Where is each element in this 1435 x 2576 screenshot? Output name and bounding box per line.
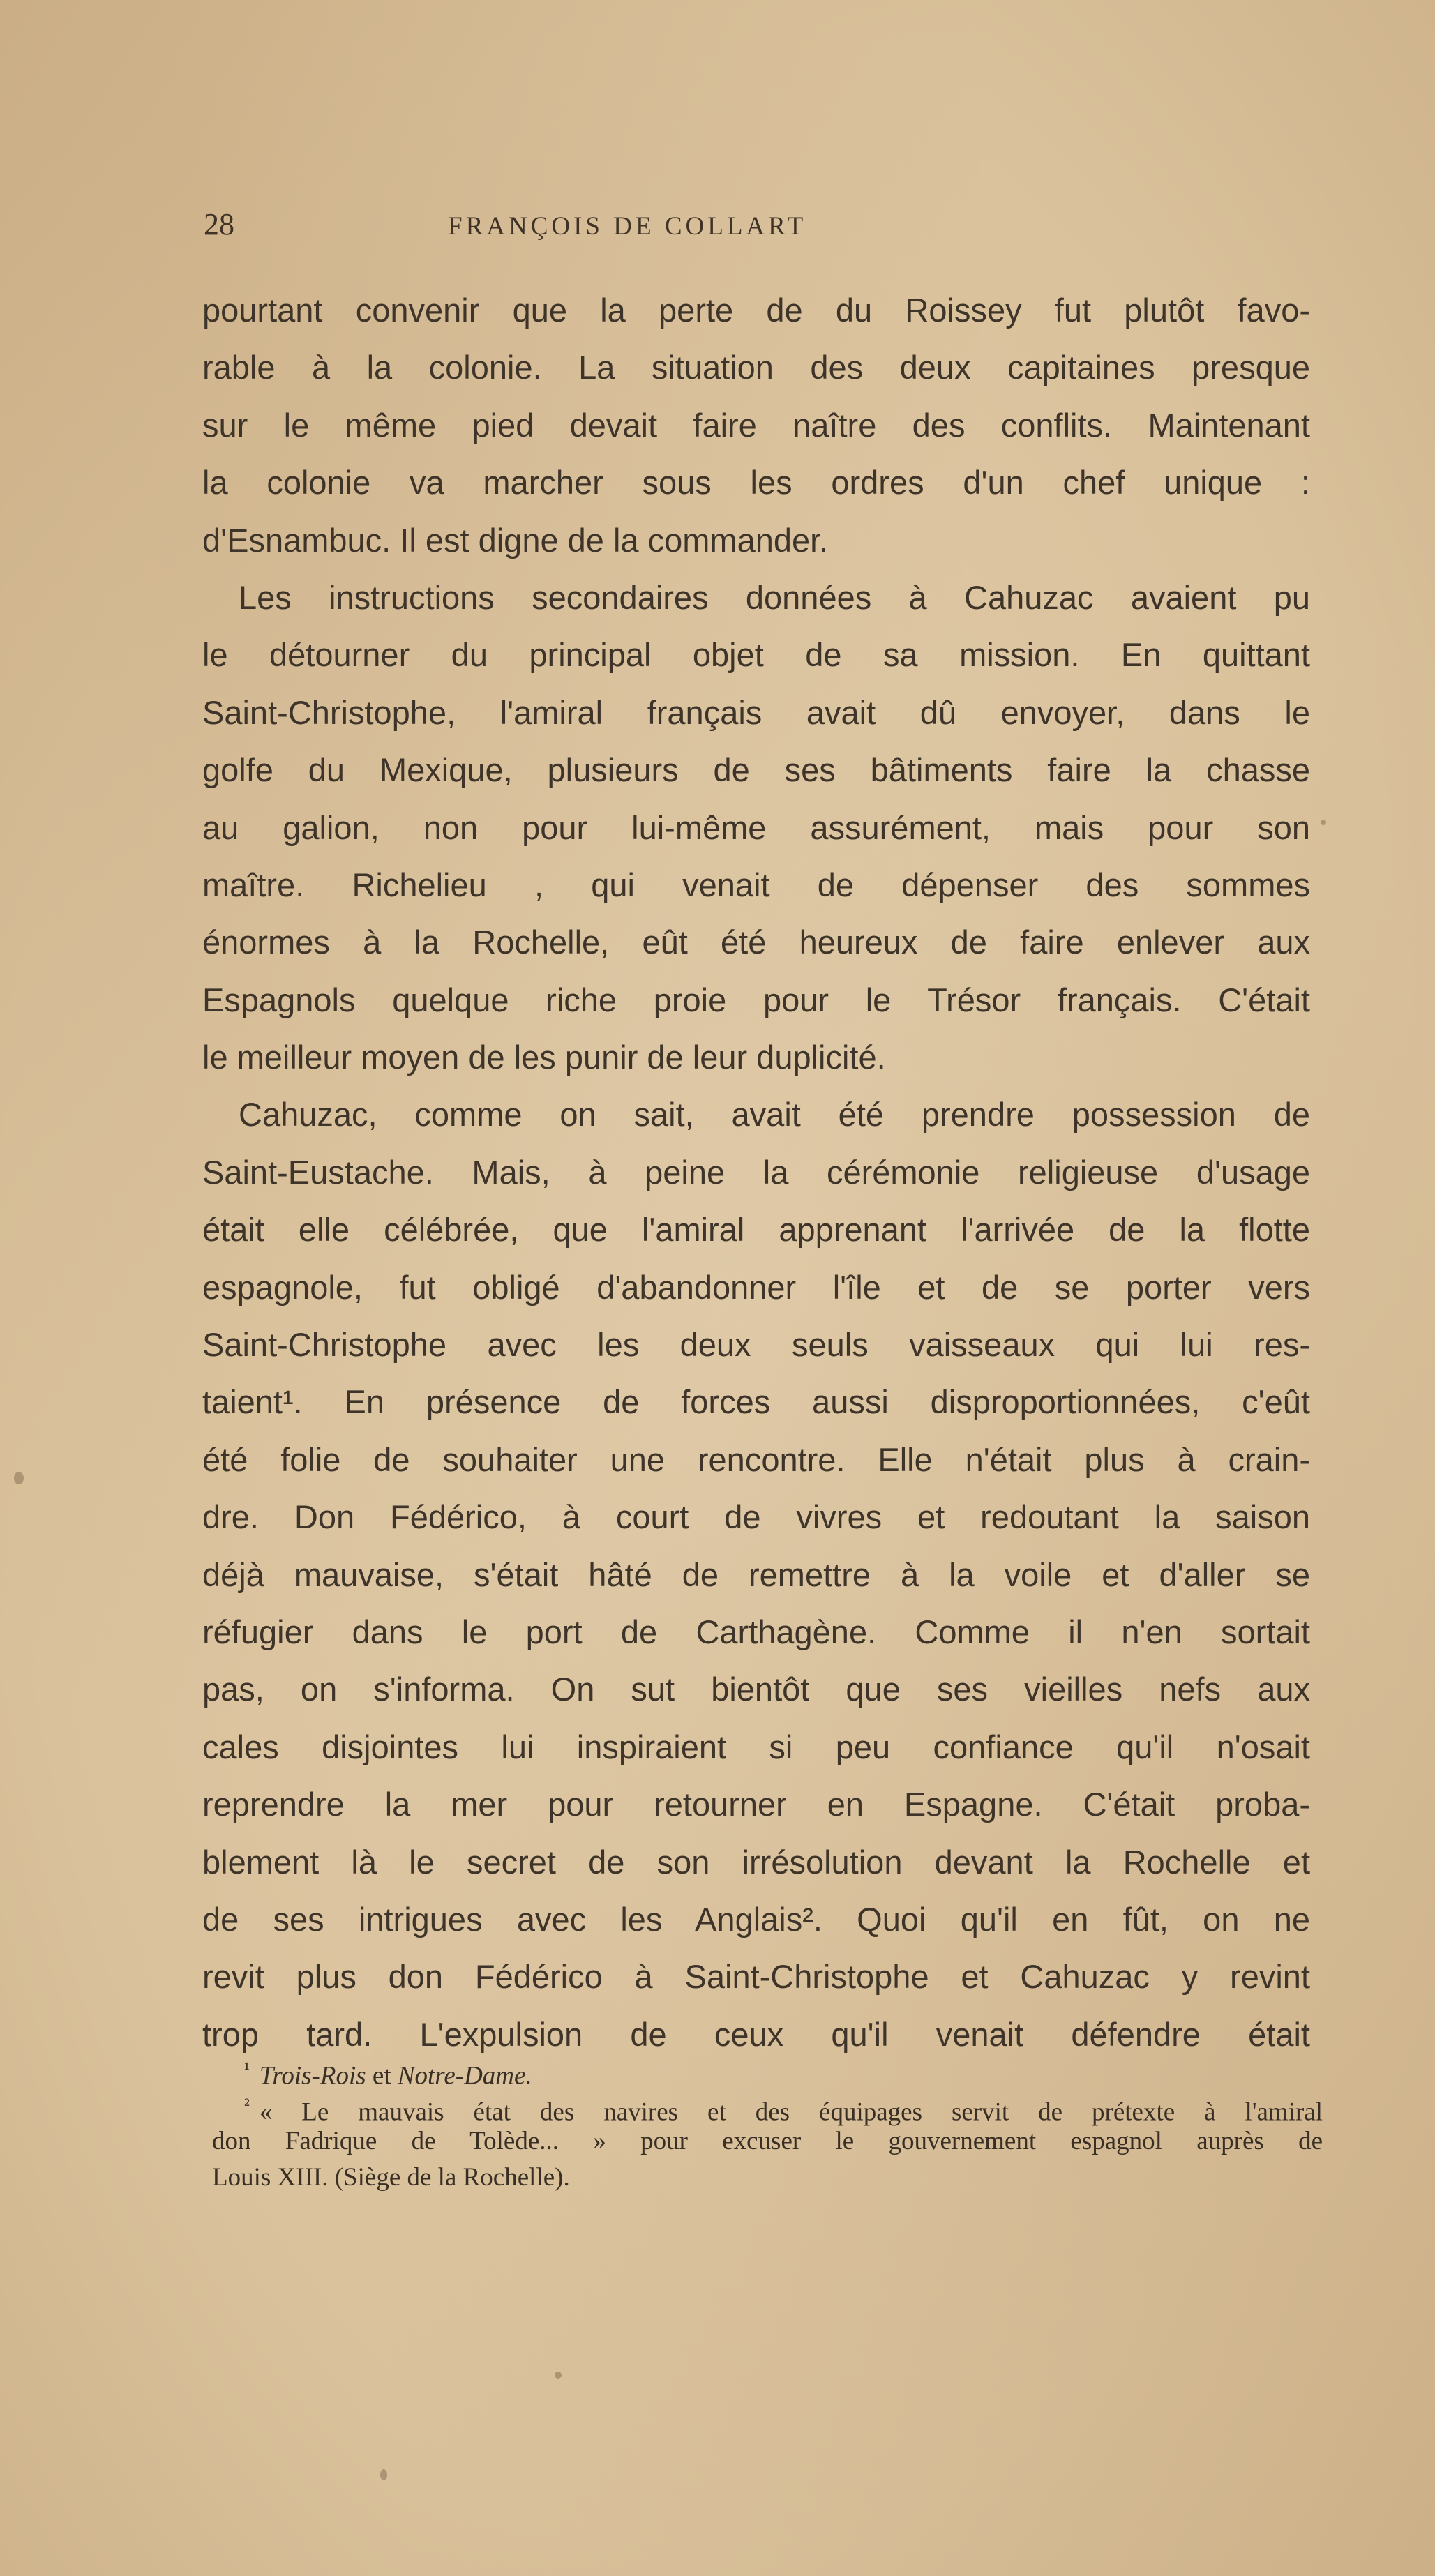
paper-speck bbox=[380, 2469, 387, 2480]
text-line: dre. Don Fédérico, à court de vivres et redoutant la saison bbox=[202, 1498, 1310, 1536]
footnote-ship-name: Notre-Dame. bbox=[397, 2061, 532, 2091]
text-line: Saint-Christophe avec les deux seuls vaisseaux qui lui res- bbox=[202, 1326, 1310, 1364]
footnote-connector: et bbox=[366, 2061, 398, 2091]
text-line: reprendre la mer pour retourner en Espagne. C'était proba- bbox=[202, 1786, 1310, 1823]
text-line: maître. Richelieu , qui venait de dépenser des sommes bbox=[202, 866, 1310, 903]
paper-speck bbox=[938, 823, 942, 827]
text-line: revit plus don Fédérico à Saint-Christophe et Cahuzac y revint bbox=[202, 1958, 1310, 1996]
text-line: pourtant convenir que la perte de du Roissey fut plutôt favo- bbox=[202, 292, 1310, 329]
text-line: blement là le secret de son irrésolution devant la Rochelle et bbox=[202, 1843, 1310, 1881]
text-line: trop tard. L'expulsion de ceux qu'il venait défendre était bbox=[202, 2015, 1310, 2053]
footnote-2-line bbox=[212, 2087, 1323, 2127]
text-line: Saint-Christophe, l'amiral français avait dû envoyer, dans le bbox=[202, 693, 1310, 731]
text-line: au galion, non pour lui-même assurément, mais pour son bbox=[202, 808, 1310, 846]
text-line: énormes à la Rochelle, eût été heureux de faire enlever aux bbox=[202, 924, 1310, 961]
footnotes bbox=[212, 2051, 1323, 2196]
footnote-marker: ¹ bbox=[244, 2058, 250, 2079]
text-line: Cahuzac, comme on sait, avait été prendre possession de bbox=[239, 1096, 1310, 1133]
footnote-ship-name: Trois-Rois bbox=[259, 2061, 366, 2091]
text-line: d'Esnambuc. Il est digne de la commander. bbox=[202, 521, 829, 559]
text-line: le meilleur moyen de les punir de leur duplicité. bbox=[202, 1039, 886, 1076]
text-line: Espagnols quelque riche proie pour le Trésor français. C'était bbox=[202, 981, 1310, 1018]
body-text bbox=[202, 282, 1310, 2063]
text-line: déjà mauvaise, s'était hâté de remettre à la voile et d'aller se bbox=[202, 1556, 1310, 1593]
page-number: 28 bbox=[204, 207, 234, 241]
text-line: le détourner du principal objet de sa mission. En quittant bbox=[202, 636, 1310, 674]
text-line: de ses intrigues avec les Anglais². Quoi qu'il en fût, on ne bbox=[202, 1900, 1310, 1938]
text-line: taient¹. En présence de forces aussi disproportionnées, c'eût bbox=[202, 1383, 1310, 1421]
paper-speck bbox=[1321, 820, 1326, 825]
text-line: golfe du Mexique, plusieurs de ses bâtiments faire la chasse bbox=[202, 751, 1310, 789]
text-line: pas, on s'informa. On sut bientôt que ses vieilles nefs aux bbox=[202, 1671, 1310, 1708]
footnote-2-line: don Fadrique de Tolède... » pour excuser le gouvernement espagnol auprès de bbox=[212, 2127, 1323, 2155]
page-header bbox=[204, 204, 1250, 253]
paper-speck bbox=[555, 2372, 562, 2379]
footnote-2-line: Louis XIII. (Siège de la Rochelle). bbox=[212, 2163, 570, 2192]
text-line: espagnole, fut obligé d'abandonner l'île et de se porter vers bbox=[202, 1268, 1310, 1306]
footnote-1 bbox=[212, 2051, 1323, 2091]
text-line: cales disjointes lui inspiraient si peu confiance qu'il n'osait bbox=[202, 1728, 1310, 1765]
running-title: FRANÇOIS DE COLLART bbox=[448, 212, 807, 241]
text-line: était elle célébrée, que l'amiral apprenant l'arrivée de la flotte bbox=[202, 1211, 1310, 1249]
text-line: rable à la colonie. La situation des deux capitaines presque bbox=[202, 349, 1310, 386]
text-line: la colonie va marcher sous les ordres d'un chef unique : bbox=[202, 464, 1310, 502]
text-line: Les instructions secondaires données à Cahuzac avaient pu bbox=[239, 578, 1310, 616]
paper-speck bbox=[14, 1472, 24, 1484]
text-line: réfugier dans le port de Carthagène. Comme il n'en sortait bbox=[202, 1613, 1310, 1650]
text-line: sur le même pied devait faire naître des conflits. Maintenant bbox=[202, 406, 1310, 444]
text-line: été folie de souhaiter une rencontre. Elle n'était plus à crain- bbox=[202, 1440, 1310, 1478]
text-line: Saint-Eustache. Mais, à peine la cérémonie religieuse d'usage bbox=[202, 1153, 1310, 1191]
footnote-text: « Le mauvais état des navires et des équipages servit de prétexte à l'amiral bbox=[259, 2097, 1323, 2127]
footnote-marker: ² bbox=[244, 2095, 250, 2115]
